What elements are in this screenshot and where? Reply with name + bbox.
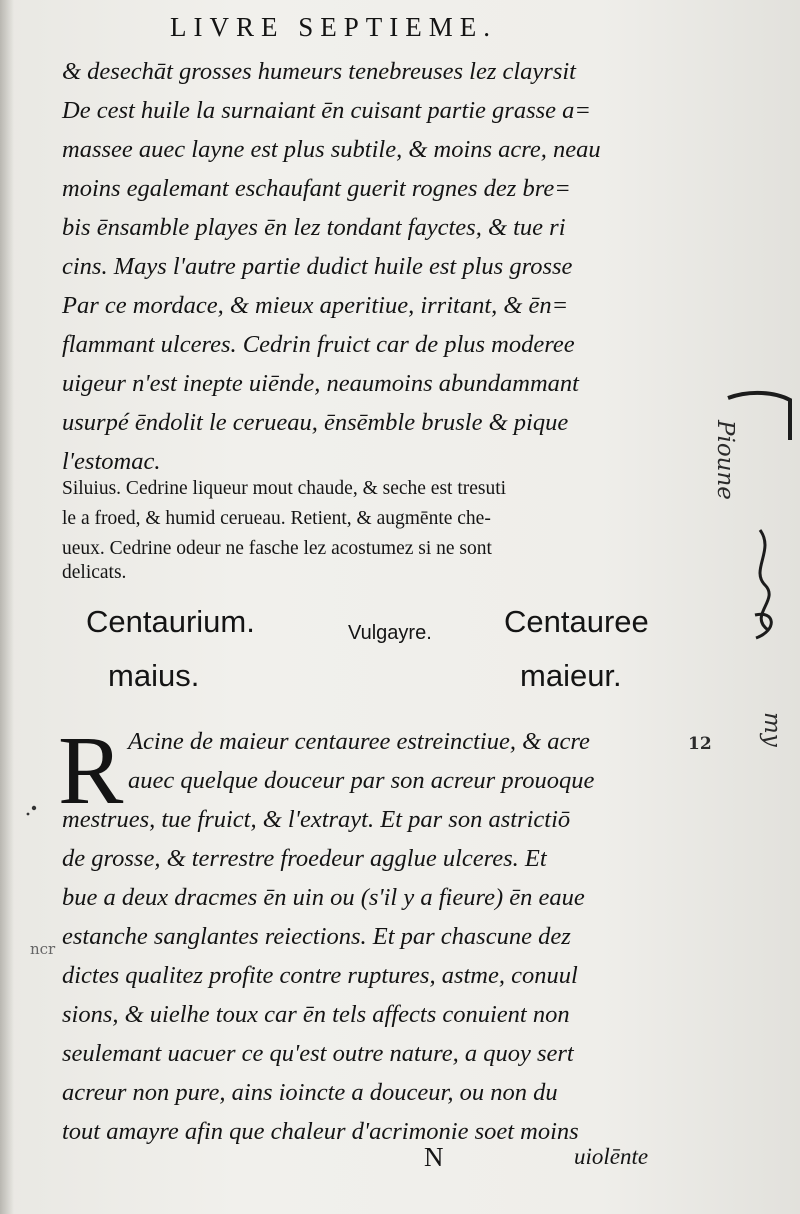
text-line: l'estomac. [62, 448, 161, 475]
catchword: uiolēnte [574, 1144, 649, 1169]
text-line: de grosse, & terrestre froedeur agglue ulceres. Et [62, 845, 547, 872]
note-line: ueux. Cedrine odeur ne fasche lez acostumez si ne sont [62, 538, 492, 559]
text-line: uigeur n'est inepte uiēnde, neaumoins abundammant [62, 370, 579, 397]
text-line: tout amayre afin que chaleur d'acrimonie soet moins [62, 1118, 579, 1145]
text-line: moins egalemant eschaufant guerit rognes dez bre= [62, 175, 571, 202]
text-line: massee auec layne est plus subtile, & moins acre, neau [62, 136, 601, 163]
handwritten-note-upper: Pioune [712, 420, 738, 500]
latin-name-line1: Centaurium. [86, 604, 255, 639]
text-line: usurpé ēndolit le cerueau, ēnsēmble brusle & pique [62, 409, 569, 436]
text-line: sions, & uielhe toux car ēn tels affects conuient non [62, 1001, 570, 1028]
text-line: mestrues, tue fruict, & l'extrayt. Et par son astrictiō [62, 806, 571, 833]
text-line: De cest huile la surnaiant ēn cuisant partie grasse a= [62, 97, 591, 124]
note-line: le a froed, & humid cerueau. Retient, & augmēnte che- [62, 508, 491, 529]
text-line: acreur non pure, ains ioincte a douceur, ou non du [62, 1079, 558, 1106]
margin-mark-left: ncr [30, 940, 56, 958]
text-line: estanche sanglantes reiections. Et par chascune dez [62, 923, 571, 950]
handwritten-note-lower: my [759, 712, 785, 747]
text-line: flammant ulceres. Cedrin fruict car de plus moderee [62, 331, 575, 358]
latin-name-line2: maius. [108, 658, 200, 693]
text-line: & desechāt grosses humeurs tenebreuses lez clayrsit [62, 58, 576, 85]
french-name-line2: maieur. [520, 658, 622, 693]
note-line: Siluius. Cedrine liqueur mout chaude, & seche est tresuti [62, 478, 507, 499]
note-line: delicats. [62, 562, 127, 583]
vulgar-label: Vulgayre. [348, 622, 432, 644]
running-head: LIVRE SEPTIEME. [170, 12, 497, 42]
drop-cap: R [58, 717, 124, 825]
text-line: auec quelque douceur par son acreur prouoque [128, 767, 595, 794]
french-name-line1: Centauree [504, 604, 649, 639]
text-line: seulemant uacuer ce qu'est outre nature, a quoy sert [62, 1040, 574, 1067]
text-line: bis ēnsamble playes ēn lez tondant fayctes, & tue ri [62, 214, 566, 241]
text-line: bue a deux dracmes ēn uin ou (s'il y a fieure) ēn eaue [62, 884, 585, 911]
text-line: Par ce mordace, & mieux aperitiue, irritant, & ēn= [62, 292, 569, 319]
text-line: Acine de maieur centauree estreinctiue, & acre [128, 728, 590, 755]
text-line: dictes qualitez profite contre ruptures, astme, conuul [62, 962, 578, 989]
page-gutter-shadow [0, 0, 14, 1214]
ink-specks [20, 780, 90, 820]
signature-mark: N [424, 1142, 444, 1172]
margin-number: 12 [688, 734, 712, 754]
text-line: cins. Mays l'autre partie dudict huile est plus grosse [62, 253, 573, 280]
